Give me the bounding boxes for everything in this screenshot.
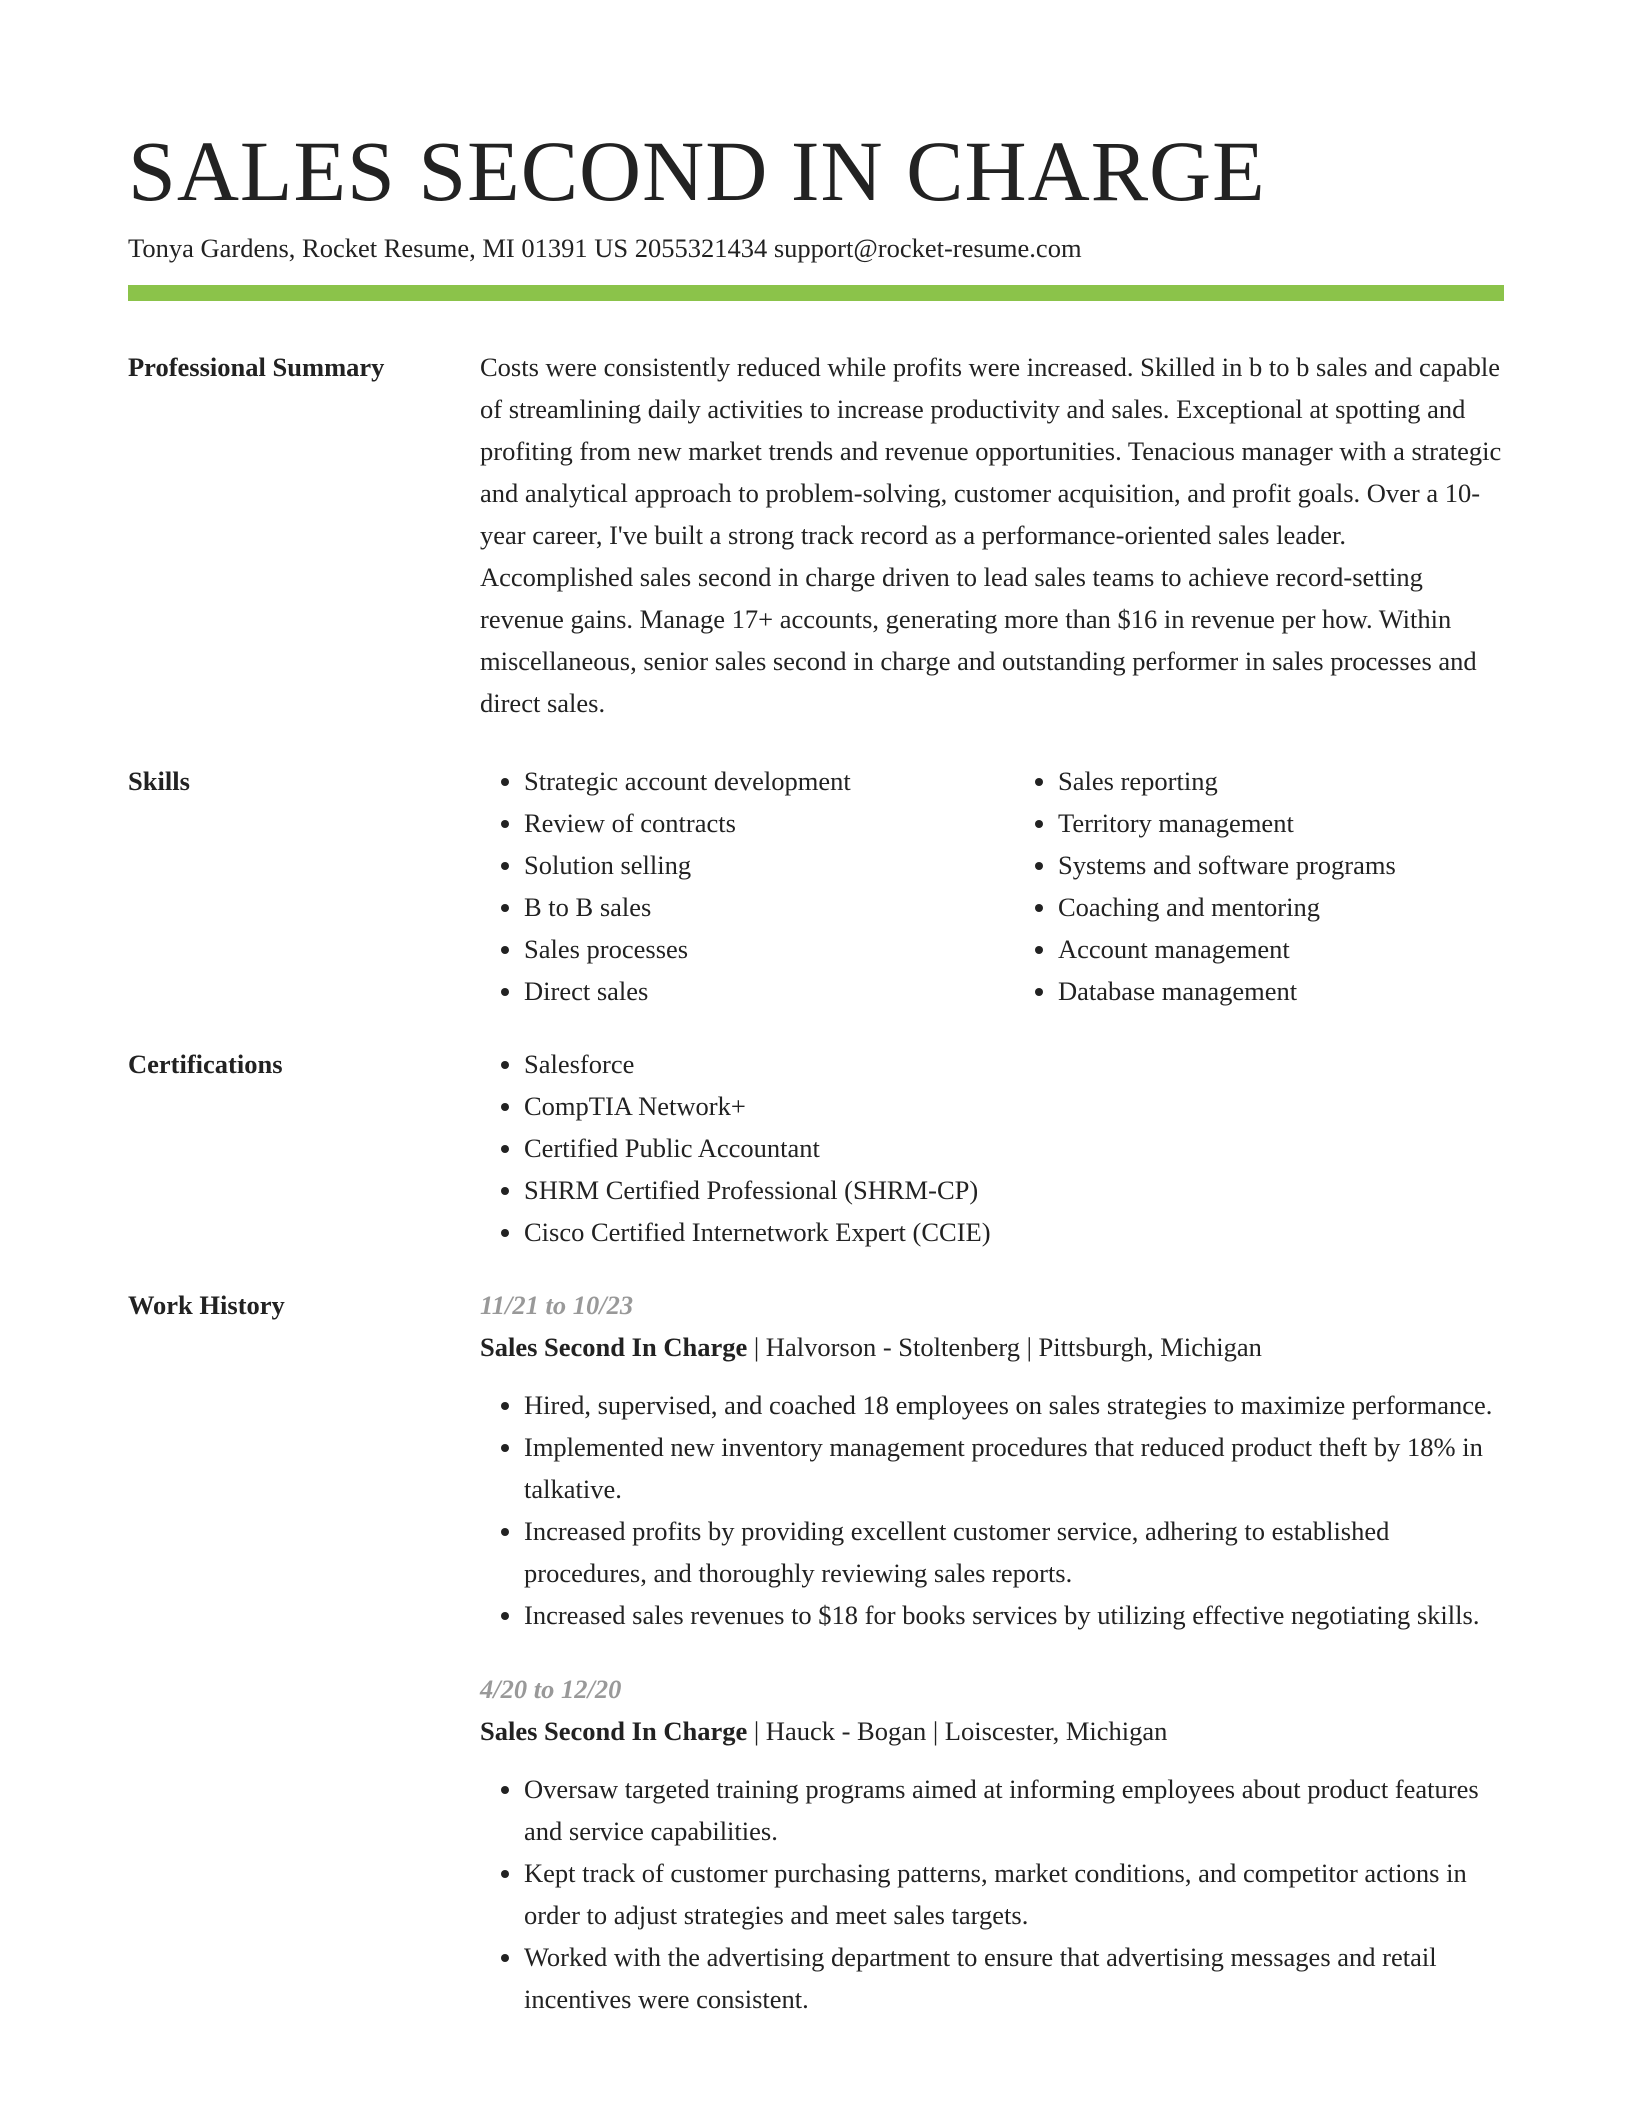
summary-text: Costs were consistently reduced while profits were increased. Skilled in b to b sales and capable of streamlining daily activities to increase productivity and sales. Exceptional at spotting and profiting from new market trends and revenue opportunities. Tenacious manager with a strategic and analytical approach to problem-solving, customer acquisition, and profit goals. Over a 10-year career, I've built a strong track record as a performance-oriented sales leader. Accomplished sales second in charge driven to lead sales teams to achieve record-setting revenue gains. Manage 17+ accounts, generating more than $16 in revenue per how. Within miscellaneous, senior sales second in charge and outstanding performer in sales processes and direct sales.	[480, 352, 1502, 718]
job-title: Sales Second In Charge	[480, 1332, 748, 1362]
skill-item: • Account management	[1058, 928, 1504, 970]
skill-item: • Solution selling	[524, 844, 970, 886]
skill-item: • Strategic account development	[524, 760, 970, 802]
job-title: Sales Second In Charge	[480, 1716, 748, 1746]
job-header	[480, 1710, 1504, 1752]
skill-item: • B to B sales	[524, 886, 970, 928]
skill-item: • Sales processes	[524, 928, 970, 970]
skills-list-left	[480, 760, 970, 1012]
certification-item: • CompTIA Network+	[524, 1085, 1504, 1127]
job-bullets	[480, 1768, 1504, 2020]
job-dates: 4/20 to 12/20	[480, 1674, 622, 1704]
job-details: | Hauck - Bogan | Loiscester, Michigan	[747, 1716, 1168, 1746]
certification-item: • SHRM Certified Professional (SHRM-CP)	[524, 1169, 1504, 1211]
skill-item: • Systems and software programs	[1058, 844, 1504, 886]
skill-item: • Database management	[1058, 970, 1504, 1012]
job-bullets	[480, 1384, 1504, 1636]
summary-heading: Professional Summary	[128, 352, 385, 382]
certification-item: • Cisco Certified Internetwork Expert (CCIE)	[524, 1211, 1504, 1253]
job-bullet: • Kept track of customer purchasing patterns, market conditions, and competitor actions in order to adjust strategies and meet sales targets.	[524, 1852, 1504, 1936]
certification-item: • Salesforce	[524, 1043, 1504, 1085]
job-entry	[480, 1284, 1504, 1636]
accent-divider	[128, 285, 1504, 301]
skill-item: • Review of contracts	[524, 802, 970, 844]
job-bullet: • Oversaw targeted training programs aimed at informing employees about product features and service capabilities.	[524, 1768, 1504, 1852]
job-bullet: • Increased sales revenues to $18 for books services by utilizing effective negotiating skills.	[524, 1594, 1504, 1636]
contact-line: Tonya Gardens, Rocket Resume, MI 01391 US 2055321434 support@rocket-resume.com	[128, 233, 1082, 263]
certifications-list	[480, 1043, 1504, 1253]
work-history-heading: Work History	[128, 1290, 285, 1320]
certifications-heading: Certifications	[128, 1049, 283, 1079]
job-header	[480, 1326, 1504, 1368]
skills-body	[480, 760, 1504, 1012]
job-bullet: • Implemented new inventory management procedures that reduced product theft by 18% in talkative.	[524, 1426, 1504, 1510]
summary-body	[480, 346, 1504, 724]
job-dates: 11/21 to 10/23	[480, 1290, 634, 1320]
skill-item: • Territory management	[1058, 802, 1504, 844]
certifications-body	[480, 1043, 1504, 1253]
skill-item: • Direct sales	[524, 970, 970, 1012]
certification-item: • Certified Public Accountant	[524, 1127, 1504, 1169]
job-entry	[480, 1668, 1504, 2020]
skill-item: • Coaching and mentoring	[1058, 886, 1504, 928]
job-bullet: • Hired, supervised, and coached 18 employees on sales strategies to maximize performance.	[524, 1384, 1504, 1426]
job-bullet: • Increased profits by providing excellent customer service, adhering to established procedures, and thoroughly reviewing sales reports.	[524, 1510, 1504, 1594]
resume-title: SALES SECOND IN CHARGE	[128, 123, 1266, 219]
job-bullet: • Worked with the advertising department to ensure that advertising messages and retail incentives were consistent.	[524, 1936, 1504, 2020]
work-history-body	[480, 1284, 1504, 2020]
skills-list-right	[1014, 760, 1504, 1012]
skills-heading: Skills	[128, 766, 190, 796]
job-details: | Halvorson - Stoltenberg | Pittsburgh, Michigan	[747, 1332, 1262, 1362]
skill-item: • Sales reporting	[1058, 760, 1504, 802]
